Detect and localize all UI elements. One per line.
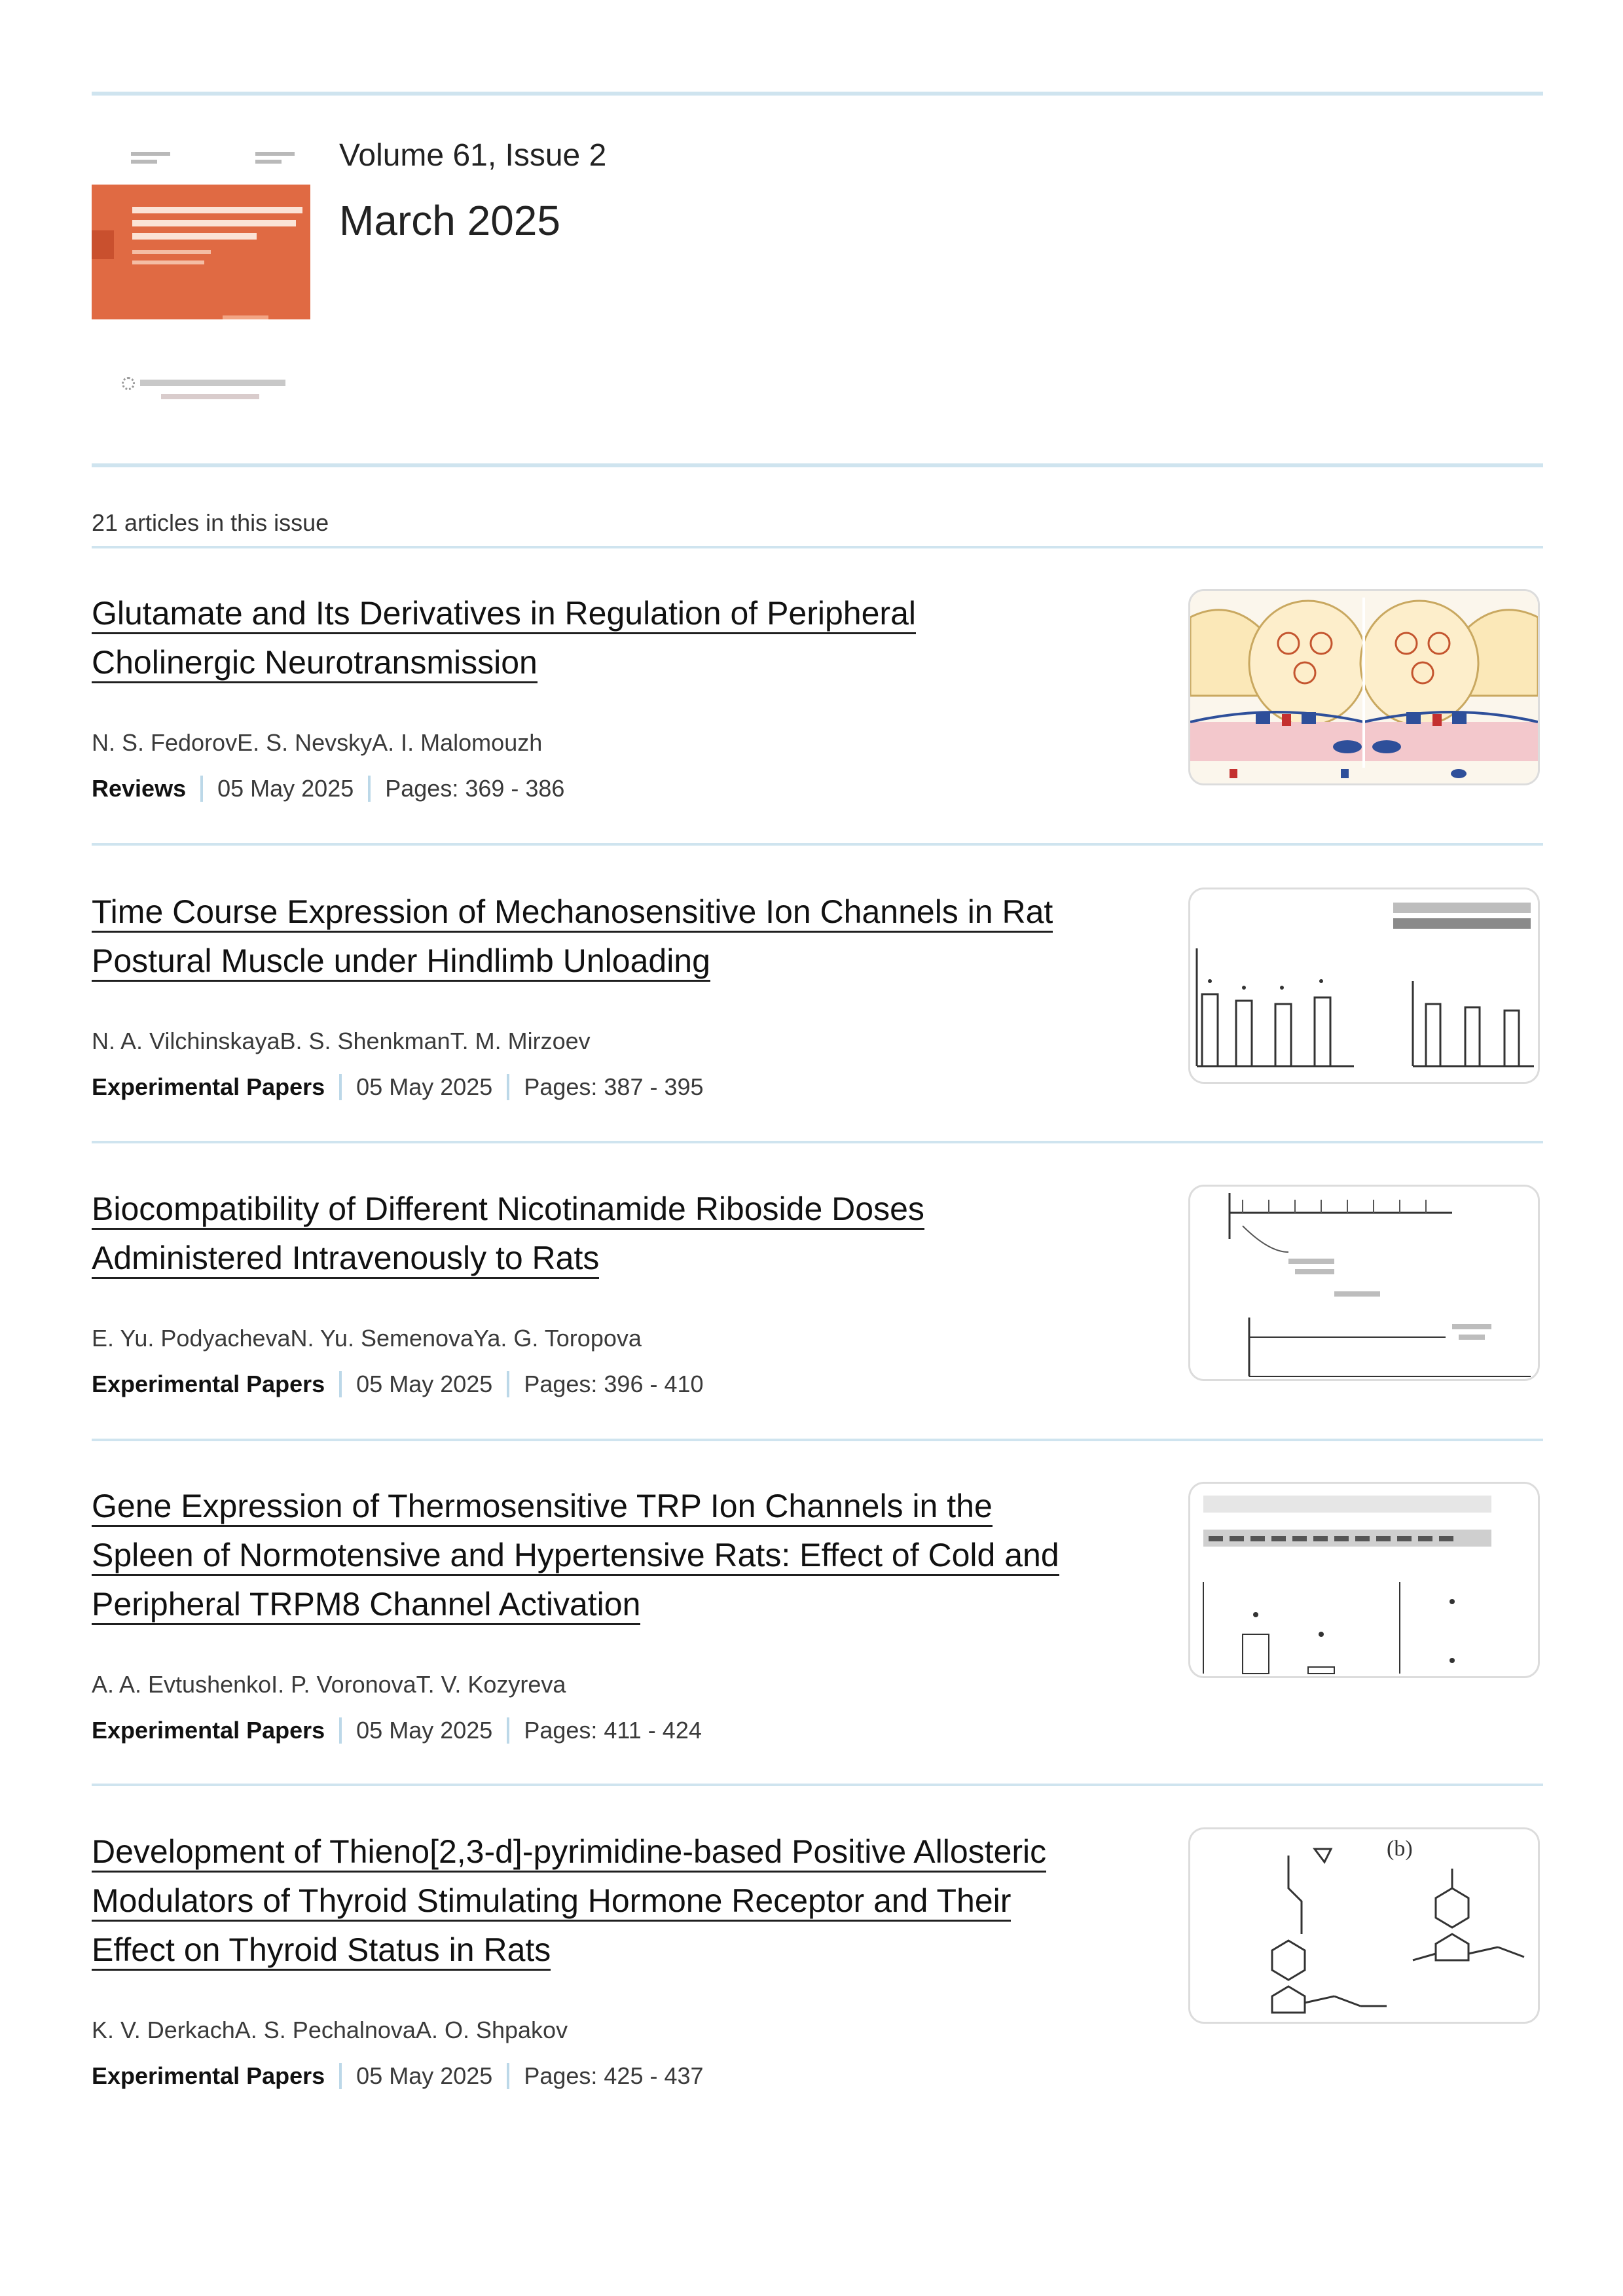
article-divider <box>92 843 1543 846</box>
article-pages: Pages: 387 - 395 <box>524 1073 704 1100</box>
article-divider <box>92 1784 1543 1786</box>
article-title-line[interactable]: Effect on Thyroid Status in Rats <box>92 1931 551 1971</box>
header-divider <box>92 463 1543 467</box>
article-divider <box>92 1439 1543 1441</box>
article-date: 05 May 2025 <box>356 1073 493 1100</box>
article-authors: E. Yu. PodyachevaN. Yu. SemenovaYa. G. Toropova <box>92 1325 642 1352</box>
article-type: Experimental Papers <box>92 2062 325 2089</box>
article-count: 21 articles in this issue <box>92 509 329 536</box>
thumbnail-label: (b) <box>1387 1837 1413 1861</box>
article-thumbnail[interactable] <box>1188 589 1540 785</box>
article-type: Experimental Papers <box>92 1371 325 1397</box>
article-title-line[interactable]: Glutamate and Its Derivatives in Regulation of Peripheral <box>92 595 916 634</box>
article-date: 05 May 2025 <box>356 2062 493 2089</box>
article-type: Experimental Papers <box>92 1073 325 1100</box>
article-title-line[interactable]: Biocompatibility of Different Nicotinamide Riboside Doses <box>92 1191 924 1230</box>
article-title-line[interactable]: Administered Intravenously to Rats <box>92 1240 599 1279</box>
article-title-line[interactable]: Gene Expression of Thermosensitive TRP Ion Channels in the <box>92 1488 993 1527</box>
meta-separator <box>507 1074 509 1100</box>
article-meta <box>92 1717 1543 1744</box>
article-item <box>92 1827 1543 2090</box>
article-title-link[interactable] <box>92 1185 1159 1283</box>
meta-separator <box>339 2063 342 2089</box>
article-title-line[interactable]: Peripheral TRPM8 Channel Activation <box>92 1586 640 1625</box>
article-title-line[interactable]: Time Course Expression of Mechanosensitive Ion Channels in Rat <box>92 893 1053 933</box>
article-title-link[interactable] <box>92 888 1159 986</box>
article-pages: Pages: 369 - 386 <box>385 775 565 802</box>
article-title-link[interactable] <box>92 1827 1159 1975</box>
article-thumbnail[interactable] <box>1188 1185 1540 1381</box>
article-title-link[interactable] <box>92 1482 1159 1629</box>
article-title-line[interactable]: Postural Muscle under Hindlimb Unloading <box>92 942 710 982</box>
article-title-line[interactable]: Spleen of Normotensive and Hypertensive Rats: Effect of Cold and <box>92 1537 1059 1576</box>
meta-separator <box>339 1717 342 1744</box>
meta-separator <box>507 1717 509 1744</box>
article-title-line[interactable]: Development of Thieno[2,3-d]-pyrimidine-based Positive Allosteric <box>92 1833 1046 1873</box>
article-title-line[interactable]: Modulators of Thyroid Stimulating Hormone Receptor and Their <box>92 1882 1011 1922</box>
article-pages: Pages: 396 - 410 <box>524 1371 704 1397</box>
meta-separator <box>339 1074 342 1100</box>
article-type: Reviews <box>92 775 187 802</box>
meta-separator <box>339 1371 342 1397</box>
meta-separator <box>368 776 371 802</box>
meta-separator <box>507 2063 509 2089</box>
article-date: 05 May 2025 <box>356 1371 493 1397</box>
article-authors: K. V. DerkachA. S. PechalnovaA. O. Shpakov <box>92 2017 568 2043</box>
publisher-logo <box>122 380 285 403</box>
article-item <box>92 1482 1543 1744</box>
article-item <box>92 589 1543 802</box>
article-meta <box>92 2062 1543 2090</box>
article-item <box>92 888 1543 1101</box>
article-thumbnail[interactable] <box>1188 1482 1540 1678</box>
article-date: 05 May 2025 <box>217 775 354 802</box>
article-divider <box>92 1141 1543 1143</box>
article-pages: Pages: 411 - 424 <box>524 1717 702 1744</box>
article-title-line[interactable]: Cholinergic Neurotransmission <box>92 644 538 683</box>
journal-cover-image[interactable] <box>92 139 310 319</box>
list-divider <box>92 546 1543 548</box>
article-type: Experimental Papers <box>92 1717 325 1744</box>
article-title-link[interactable] <box>92 589 1159 687</box>
article-thumbnail[interactable] <box>1188 1827 1540 2024</box>
article-authors: N. A. VilchinskayaB. S. ShenkmanT. M. Mirzoev <box>92 1028 591 1054</box>
meta-separator <box>200 776 203 802</box>
issue-date: March 2025 <box>339 197 560 244</box>
article-date: 05 May 2025 <box>356 1717 493 1744</box>
meta-separator <box>507 1371 509 1397</box>
article-authors: N. S. FedorovE. S. NevskyA. I. Malomouzh <box>92 729 543 756</box>
article-item <box>92 1185 1543 1398</box>
top-divider <box>92 92 1543 96</box>
article-pages: Pages: 425 - 437 <box>524 2062 704 2089</box>
article-authors: A. A. EvtushenkoI. P. VoronovaT. V. Kozyreva <box>92 1671 566 1698</box>
issue-volume: Volume 61, Issue 2 <box>339 138 607 173</box>
article-thumbnail[interactable] <box>1188 888 1540 1084</box>
